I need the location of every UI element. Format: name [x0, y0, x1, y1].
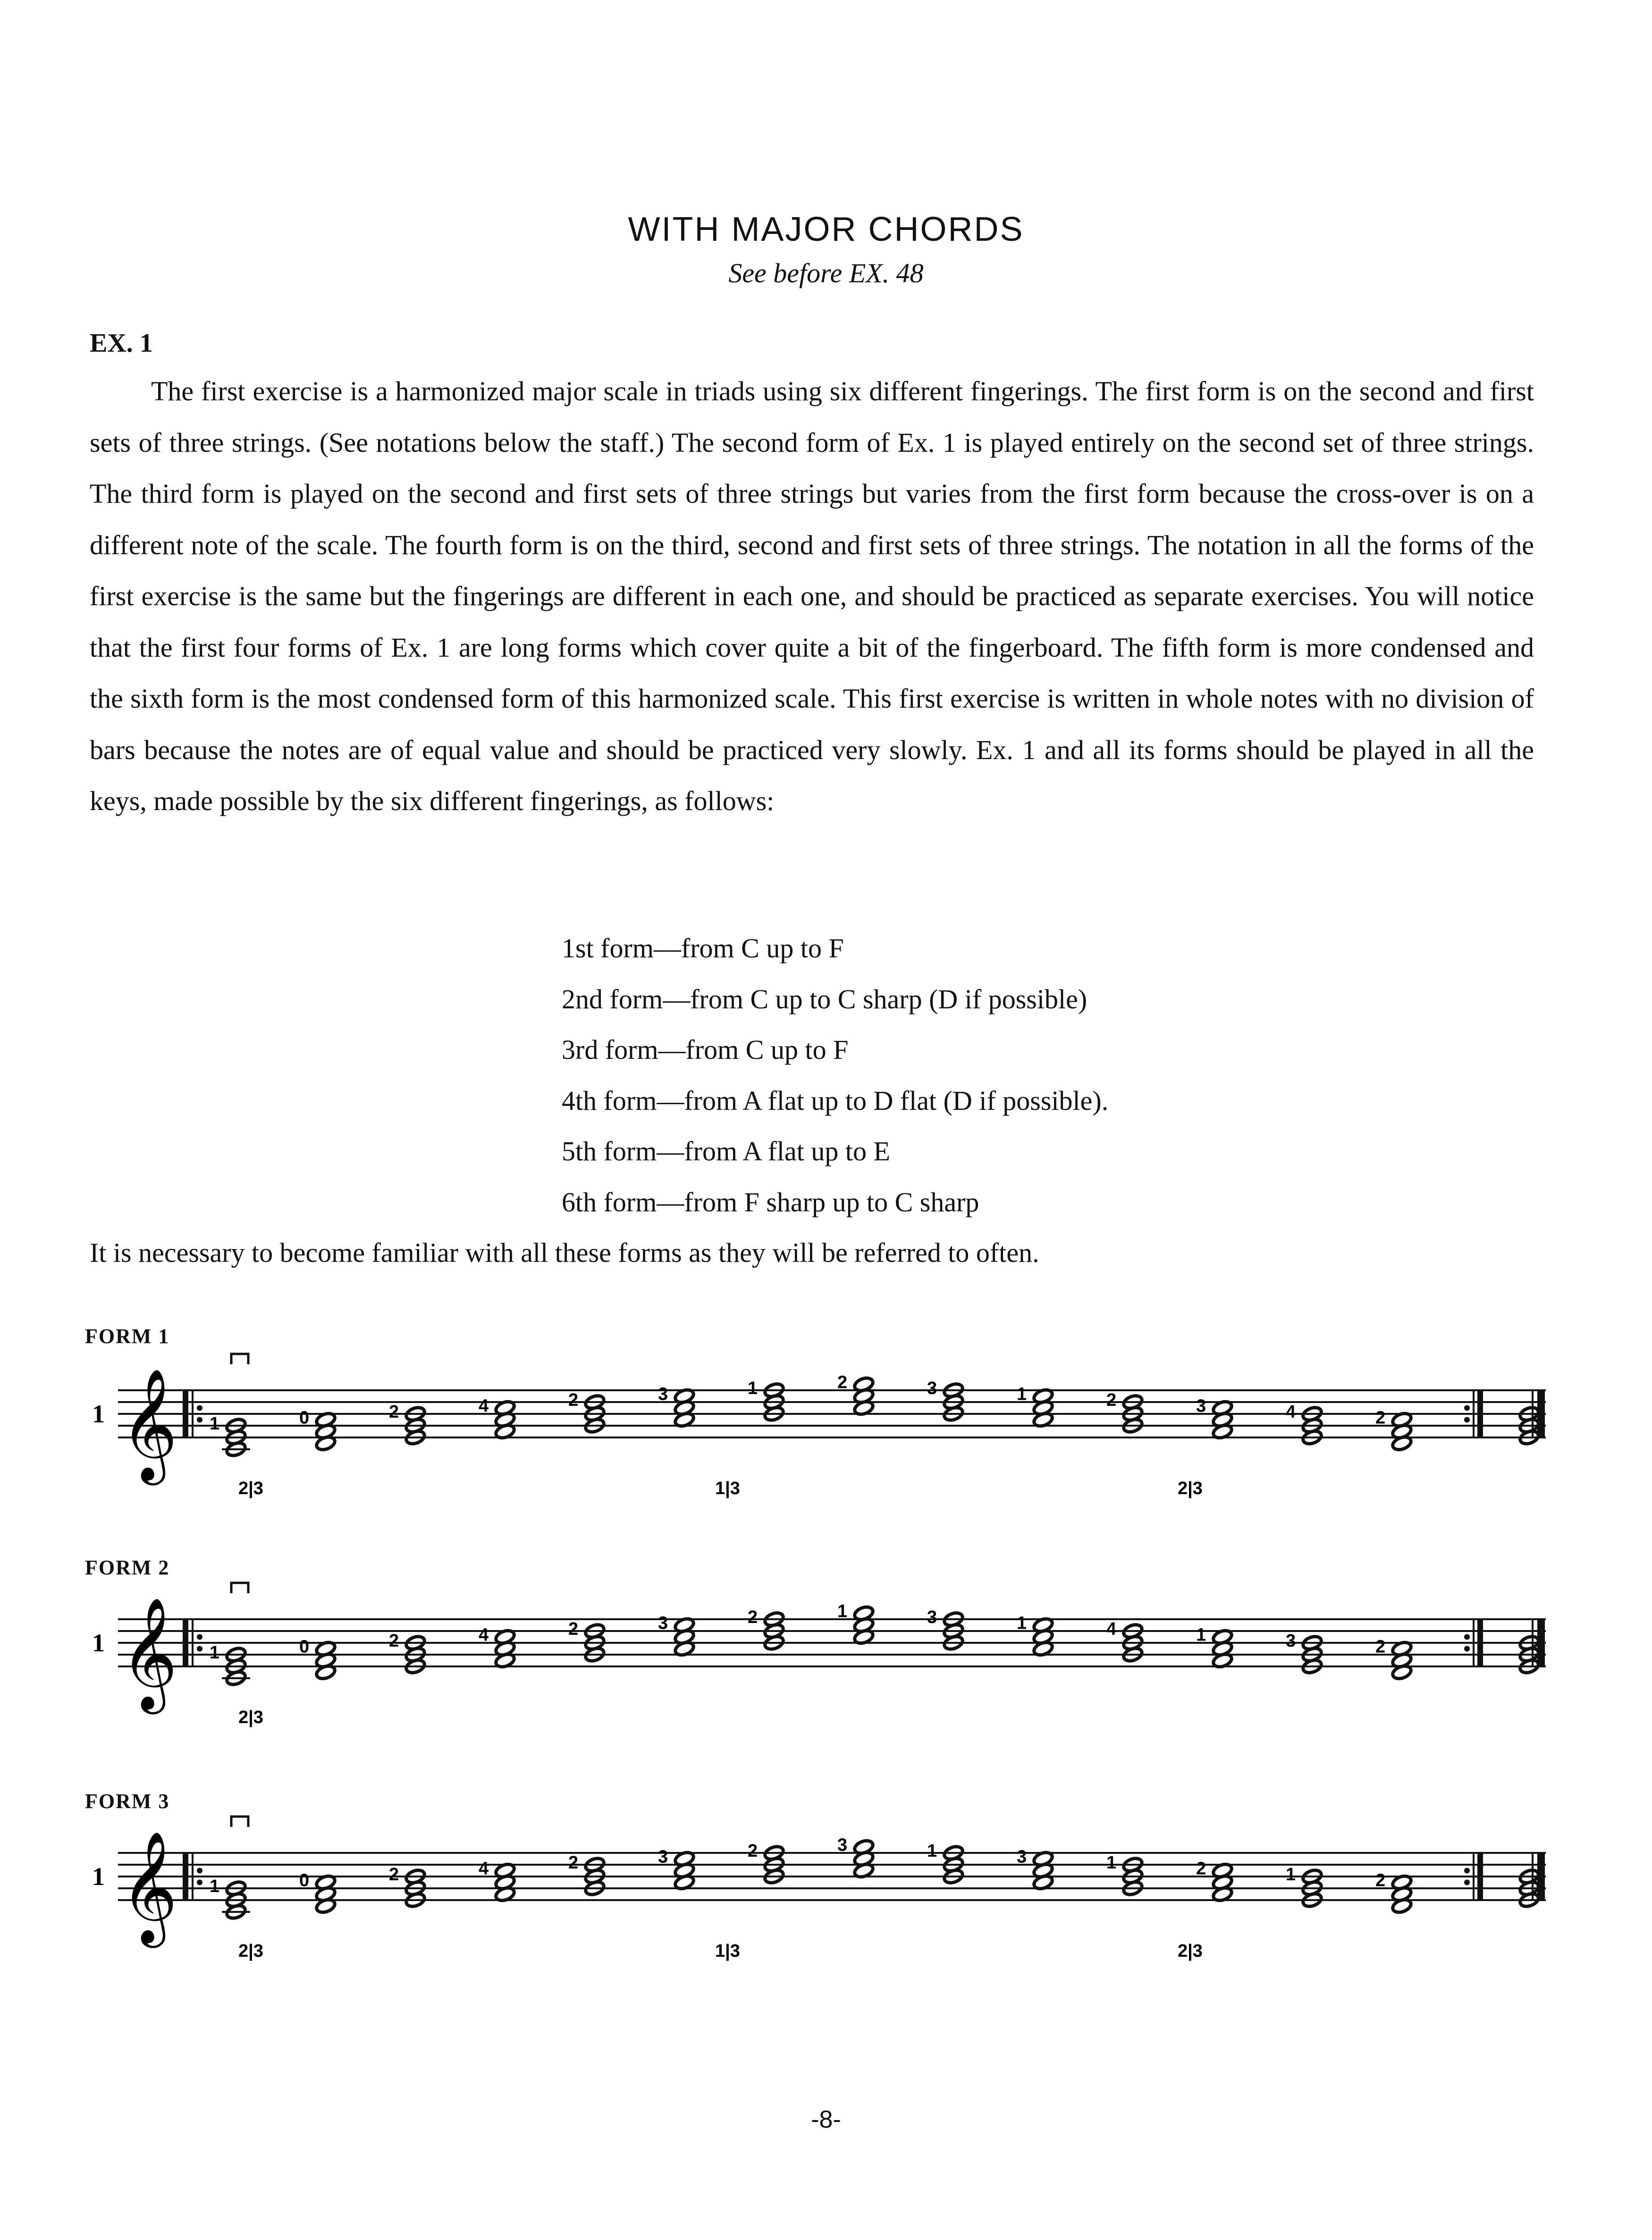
staff-number: 1	[92, 1629, 105, 1657]
chord	[1391, 1640, 1413, 1681]
string-set-mark: 2|3	[1178, 1941, 1203, 1961]
fingering-number: 2	[568, 1390, 579, 1410]
fingering-number: 3	[1017, 1847, 1027, 1867]
closing-note: It is necessary to become familiar with all these forms as they will be referred to often.	[90, 1237, 1039, 1268]
fingering-number: 3	[927, 1607, 937, 1627]
fingering-number: 1	[1196, 1625, 1206, 1645]
form-3-label: FORM 3	[85, 1790, 170, 1813]
chord	[1032, 1850, 1054, 1891]
fingering-number: 1	[210, 1414, 220, 1434]
page-subtitle: See before EX. 48	[728, 258, 924, 288]
exercise-label: EX. 1	[90, 329, 153, 358]
fingering-number: 0	[299, 1637, 310, 1657]
down-bow-icon	[231, 1817, 248, 1827]
string-set-mark: 1|3	[715, 1941, 740, 1961]
form-3-staff	[92, 1794, 1560, 1973]
fingering-number: 3	[658, 1613, 668, 1633]
fingering-number: 1	[210, 1877, 220, 1896]
fingering-number: 2	[748, 1841, 758, 1861]
fingering-number: 2	[1106, 1390, 1117, 1410]
chord	[315, 1874, 337, 1914]
chord	[494, 1628, 516, 1669]
forms-list-item: 3rd form—from C up to F	[562, 1034, 849, 1065]
chord	[853, 1605, 875, 1645]
chord	[1212, 1399, 1233, 1440]
form-1-label: FORM 1	[85, 1325, 170, 1348]
fingering-number: 4	[1106, 1619, 1117, 1639]
chord	[1032, 1616, 1054, 1657]
music-staff-svg	[92, 1560, 1560, 1740]
forms-list-item: 1st form—from C up to F	[562, 933, 844, 964]
fingering-number: 1	[210, 1643, 220, 1663]
fingering-number: 1	[1106, 1853, 1117, 1873]
fingering-number: 2	[389, 1631, 399, 1651]
exercise-paragraph-text: The first exercise is a harmonized major scale in triads using six different fingerings. The first form is on the second and first sets of three strings. (See notations below the staff.) The second form of Ex. 1 is played entirely on the second set of three strings. The third form is played on the second and first sets of three strings but varies from the first form because the cross-over is on a different note of the scale. The fourth form is on the third, second and first sets of three strings. The notation in all the forms of the first exercise is the same but the fingerings are different in each one, and should be practiced as separate exercises. You will notice that the first four forms of Ex. 1 are long forms which cover quite a bit of the fingerboard. The fifth form is more condensed and the sixth form is the most condensed form of this harmonized scale. This first exercise is written in whole notes with no division of bars because the notes are of equal value and should be practiced very slowly. Ex. 1 and all its forms should be played in all the keys, made possible by the six different fingerings, as follows:	[90, 376, 1534, 816]
fingering-number: 4	[479, 1859, 489, 1879]
down-bow-icon	[231, 1583, 248, 1593]
string-set-mark: 1|3	[715, 1479, 740, 1498]
fingering-number: 2	[389, 1402, 399, 1422]
fingering-number: 4	[479, 1396, 489, 1416]
string-set-mark: 2|3	[238, 1941, 263, 1961]
fingering-number: 1	[837, 1601, 848, 1622]
treble-clef-icon: 𝄞	[120, 1597, 178, 1709]
fingering-number: 1	[1017, 1613, 1027, 1633]
chord	[494, 1862, 516, 1902]
fingering-number: 2	[1375, 1870, 1386, 1891]
page-title: WITH MAJOR CHORDS	[628, 211, 1024, 248]
fingering-number: 1	[927, 1841, 937, 1861]
fingering-number: 2	[568, 1853, 579, 1873]
fingering-number: 1	[1286, 1865, 1296, 1885]
chord	[1391, 1411, 1413, 1452]
chord	[315, 1411, 337, 1452]
fingering-number: 1	[1017, 1384, 1027, 1404]
music-staff-svg	[92, 1794, 1560, 1973]
fingering-number: 3	[1196, 1396, 1206, 1416]
fingering-number: 0	[299, 1870, 310, 1891]
fingering-number: 1	[748, 1378, 758, 1398]
chord	[315, 1640, 337, 1681]
down-bow-icon	[231, 1354, 248, 1364]
forms-list-item: 2nd form—from C up to C sharp (D if possible)	[562, 983, 1087, 1014]
page-number: -8-	[811, 2106, 841, 2133]
staff-number: 1	[92, 1862, 105, 1891]
fingering-number: 2	[1375, 1408, 1386, 1428]
forms-list-item: 4th form—from A flat up to D flat (D if possible).	[562, 1085, 1109, 1116]
form-2-label: FORM 2	[85, 1556, 170, 1579]
forms-list-item: 6th form—from F sharp up to C sharp	[562, 1186, 979, 1217]
string-set-mark: 2|3	[1178, 1479, 1203, 1498]
string-set-mark: 2|3	[238, 1479, 263, 1498]
fingering-number: 2	[1375, 1637, 1386, 1657]
chord	[674, 1616, 695, 1657]
forms-list	[562, 923, 1108, 1227]
fingering-number: 2	[837, 1372, 848, 1393]
chord	[674, 1850, 695, 1891]
chord	[674, 1387, 695, 1428]
fingering-number: 4	[1286, 1402, 1296, 1422]
treble-clef-icon: 𝄞	[120, 1368, 178, 1480]
fingering-number: 2	[748, 1607, 758, 1627]
chord	[1032, 1387, 1054, 1428]
fingering-number: 4	[479, 1625, 489, 1645]
chord	[1391, 1874, 1413, 1914]
forms-list-item: 5th form—from A flat up to E	[562, 1136, 890, 1166]
fingering-number: 0	[299, 1408, 310, 1428]
fingering-number: 2	[389, 1865, 399, 1885]
fingering-number: 3	[658, 1384, 668, 1404]
fingering-number: 2	[568, 1619, 579, 1639]
form-1-staff	[92, 1331, 1560, 1511]
exercise-paragraph	[90, 366, 1534, 827]
string-set-mark: 2|3	[238, 1707, 263, 1727]
music-staff-svg	[92, 1331, 1560, 1511]
chord	[853, 1838, 875, 1879]
form-2-staff	[92, 1560, 1560, 1740]
fingering-number: 3	[1286, 1631, 1296, 1651]
chord	[494, 1399, 516, 1440]
fingering-number: 3	[837, 1835, 848, 1855]
staff-number: 1	[92, 1400, 105, 1428]
fingering-number: 2	[1196, 1859, 1206, 1879]
chord	[1212, 1628, 1233, 1669]
chord	[1212, 1862, 1233, 1902]
chord	[853, 1376, 875, 1416]
fingering-number: 3	[927, 1378, 937, 1398]
treble-clef-icon: 𝄞	[120, 1831, 178, 1943]
fingering-number: 3	[658, 1847, 668, 1867]
